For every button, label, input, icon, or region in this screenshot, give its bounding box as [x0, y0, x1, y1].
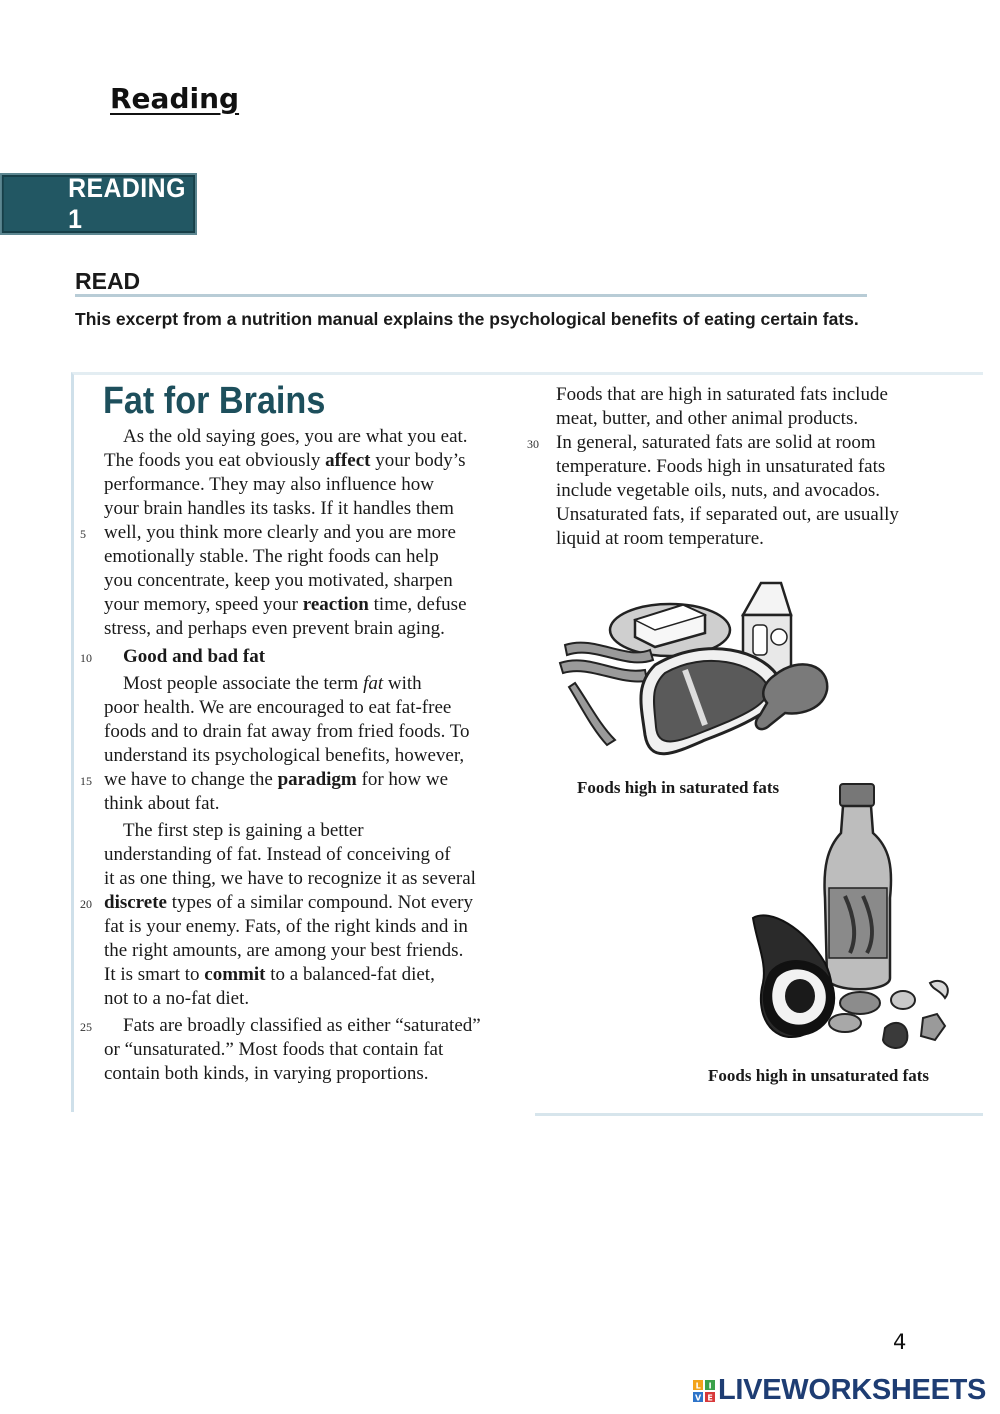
article-line: meat, butter, and other animal products. [556, 408, 859, 429]
oil-bottle-icon [825, 784, 892, 989]
section-label: READ [75, 268, 141, 294]
line-number: 5 [80, 527, 86, 541]
saturated-fats-illustration [555, 575, 835, 770]
avocado-icon [753, 915, 834, 1037]
article-line: your memory, speed your reaction time, defuse [104, 594, 467, 615]
brand-name: LIVEWORKSHEETS [718, 1374, 987, 1406]
line-number: 10 [80, 651, 92, 665]
article-panel-bottom-border [535, 1113, 983, 1116]
article-line: Most people associate the term fat with [123, 673, 422, 694]
article-line: or “unsaturated.” Most foods that contain fat [104, 1039, 444, 1060]
article-line: stress, and perhaps even prevent brain aging. [104, 618, 445, 639]
article-line: your brain handles its tasks. If it handles them [104, 498, 454, 519]
article-line: include vegetable oils, nuts, and avocados. [556, 480, 880, 501]
article-line: liquid at room temperature. [556, 528, 764, 549]
article-line: Fats are broadly classified as either “saturated” [123, 1015, 481, 1036]
article-line: fat is your enemy. Fats, of the right kinds and in [104, 916, 468, 937]
article-line: you concentrate, keep you motivated, sharpen [104, 570, 453, 591]
article-line: foods and to drain fat away from fried foods. To [104, 721, 470, 742]
article-line: not to a no-fat diet. [104, 988, 250, 1009]
article-line: Foods that are high in saturated fats include [556, 384, 888, 405]
article-line: The foods you eat obviously affect your body’s [104, 450, 466, 471]
brand-logo [693, 1374, 986, 1407]
article-line: Unsaturated fats, if separated out, are usually [556, 504, 899, 525]
article-line: understanding of fat. Instead of conceiving of [104, 844, 451, 865]
caption-saturated-fats: Foods high in saturated fats [577, 778, 780, 797]
reading-banner: READING 1 [0, 173, 197, 235]
article-line: we have to change the paradigm for how we [104, 769, 449, 790]
line-number: 20 [80, 897, 92, 911]
steak-icon [641, 649, 781, 754]
article-line: temperature. Foods high in unsaturated fats [556, 456, 886, 477]
article-line: The first step is gaining a better [123, 820, 364, 841]
line-number: 30 [527, 437, 539, 451]
article-line: performance. They may also influence how [104, 474, 434, 495]
article-line: In general, saturated fats are solid at room [556, 432, 876, 453]
article-line: the right amounts, are among your best friends. [104, 940, 464, 961]
page-heading: Reading [110, 82, 240, 115]
article-line: think about fat. [104, 793, 220, 814]
line-number: 25 [80, 1020, 92, 1034]
section-divider [75, 294, 867, 297]
bacon-icon [560, 643, 653, 745]
article-line: poor health. We are encouraged to eat fat-free [104, 697, 452, 718]
nuts-icon [829, 981, 948, 1048]
svg-text:L: L [695, 1381, 701, 1390]
intro-text: This excerpt from a nutrition manual explains the psychological benefits of eating certain fats. [75, 309, 859, 329]
article-line: well, you think more clearly and you are more [104, 522, 456, 543]
article-title: Fat for Brains [103, 380, 326, 422]
line-number: 15 [80, 774, 92, 788]
svg-text:I: I [708, 1381, 712, 1390]
article-line: contain both kinds, in varying proportions. [104, 1063, 429, 1084]
page-number: 4 [893, 1330, 907, 1354]
liveworksheets-logo-icon [693, 1380, 715, 1402]
svg-text:E: E [707, 1393, 713, 1402]
caption-unsaturated-fats: Foods high in unsaturated fats [708, 1066, 930, 1085]
article-line: As the old saying goes, you are what you eat. [123, 426, 468, 447]
article-line: Good and bad fat [123, 646, 266, 667]
article-line: it as one thing, we have to recognize it as several [104, 868, 476, 889]
svg-text:V: V [695, 1393, 701, 1402]
unsaturated-fats-illustration [745, 778, 965, 1063]
article-line: It is smart to commit to a balanced-fat diet, [104, 964, 435, 985]
article-line: understand its psychological benefits, however, [104, 745, 465, 766]
article-line: discrete types of a similar compound. Not every [104, 892, 474, 913]
article-line: emotionally stable. The right foods can help [104, 546, 439, 567]
